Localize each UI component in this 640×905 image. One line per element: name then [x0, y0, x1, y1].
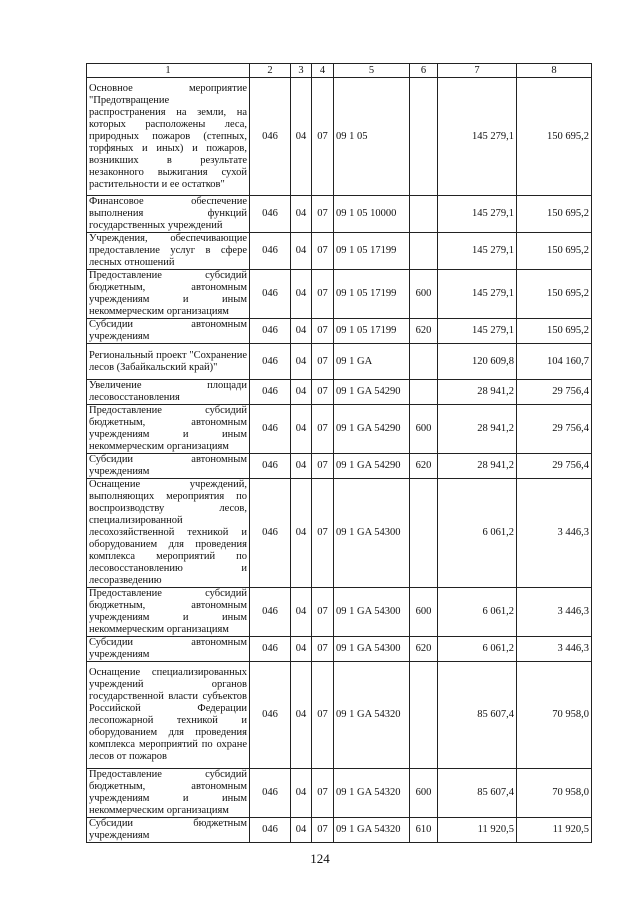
amount-year2-cell: 29 756,4	[517, 454, 592, 479]
table-row	[87, 405, 592, 454]
amount-year2-cell: 11 920,5	[517, 818, 592, 843]
admin-code-cell: 046	[250, 78, 291, 196]
target-article-cell: 09 1 05 17199	[334, 270, 410, 319]
admin-code-cell: 046	[250, 270, 291, 319]
amount-year2-cell: 104 160,7	[517, 344, 592, 380]
amount-year2-cell: 150 695,2	[517, 196, 592, 233]
subsection-cell: 07	[312, 78, 334, 196]
section-cell: 04	[291, 344, 312, 380]
target-article-cell: 09 1 GA 54300	[334, 637, 410, 662]
amount-year1-cell: 145 279,1	[438, 78, 517, 196]
target-article-cell: 09 1 GA 54290	[334, 405, 410, 454]
subsection-cell: 07	[312, 196, 334, 233]
row-name-cell: Основное мероприятие "Предотвращение распространения на земли, на которых расположены леса, природных пожаров (степных, торфяных и иных) и пожаров, возникших в результате незаконного выжигания сухой растительности и ее остатков"	[87, 78, 250, 196]
target-article-cell: 09 1 GA 54320	[334, 769, 410, 818]
subsection-cell: 07	[312, 662, 334, 769]
table-row	[87, 319, 592, 344]
amount-year1-cell: 85 607,4	[438, 662, 517, 769]
expense-type-cell	[410, 196, 438, 233]
table-row	[87, 344, 592, 380]
amount-year1-cell: 28 941,2	[438, 454, 517, 479]
expense-type-cell	[410, 662, 438, 769]
section-cell: 04	[291, 637, 312, 662]
header-row	[87, 64, 592, 78]
header-cell: 7	[438, 64, 517, 78]
admin-code-cell: 046	[250, 818, 291, 843]
row-name-cell: Увеличение площади лесовосстановления	[87, 380, 250, 405]
section-cell: 04	[291, 479, 312, 588]
subsection-cell: 07	[312, 454, 334, 479]
target-article-cell: 09 1 GA 54290	[334, 380, 410, 405]
target-article-cell: 09 1 GA 54300	[334, 479, 410, 588]
table-row	[87, 454, 592, 479]
expense-type-cell: 600	[410, 769, 438, 818]
section-cell: 04	[291, 319, 312, 344]
target-article-cell: 09 1 GA	[334, 344, 410, 380]
row-name-cell: Оснащение специализированных учреждений органов государственной власти субъектов Российской Федерации лесопожарной техникой и оборудованием для проведения комплекса мероприятий по охране лесов от пожаров	[87, 662, 250, 769]
section-cell: 04	[291, 454, 312, 479]
expense-type-cell: 600	[410, 270, 438, 319]
table-row	[87, 479, 592, 588]
admin-code-cell: 046	[250, 319, 291, 344]
expense-type-cell: 620	[410, 319, 438, 344]
amount-year2-cell: 150 695,2	[517, 319, 592, 344]
subsection-cell: 07	[312, 769, 334, 818]
amount-year1-cell: 85 607,4	[438, 769, 517, 818]
table-row	[87, 233, 592, 270]
subsection-cell: 07	[312, 319, 334, 344]
amount-year1-cell: 145 279,1	[438, 319, 517, 344]
table-row	[87, 380, 592, 405]
admin-code-cell: 046	[250, 380, 291, 405]
section-cell: 04	[291, 769, 312, 818]
section-cell: 04	[291, 233, 312, 270]
admin-code-cell: 046	[250, 662, 291, 769]
target-article-cell: 09 1 GA 54300	[334, 588, 410, 637]
row-name-cell: Финансовое обеспечение выполнения функций государственных учреждений	[87, 196, 250, 233]
section-cell: 04	[291, 818, 312, 843]
row-name-cell: Региональный проект "Сохранение лесов (Забайкальский край)"	[87, 344, 250, 380]
admin-code-cell: 046	[250, 196, 291, 233]
admin-code-cell: 046	[250, 769, 291, 818]
expense-type-cell: 610	[410, 818, 438, 843]
table-row	[87, 662, 592, 769]
subsection-cell: 07	[312, 588, 334, 637]
subsection-cell: 07	[312, 233, 334, 270]
amount-year2-cell: 3 446,3	[517, 479, 592, 588]
amount-year2-cell: 150 695,2	[517, 270, 592, 319]
amount-year1-cell: 145 279,1	[438, 196, 517, 233]
table-row	[87, 78, 592, 196]
row-name-cell: Субсидии бюджетным учреждениям	[87, 818, 250, 843]
target-article-cell: 09 1 05 10000	[334, 196, 410, 233]
expense-type-cell: 620	[410, 454, 438, 479]
section-cell: 04	[291, 78, 312, 196]
table-row	[87, 196, 592, 233]
target-article-cell: 09 1 GA 54320	[334, 662, 410, 769]
target-article-cell: 09 1 GA 54320	[334, 818, 410, 843]
amount-year1-cell: 145 279,1	[438, 270, 517, 319]
table-row	[87, 637, 592, 662]
subsection-cell: 07	[312, 380, 334, 405]
target-article-cell: 09 1 GA 54290	[334, 454, 410, 479]
table-row	[87, 818, 592, 843]
subsection-cell: 07	[312, 637, 334, 662]
subsection-cell: 07	[312, 344, 334, 380]
table-row	[87, 769, 592, 818]
admin-code-cell: 046	[250, 479, 291, 588]
amount-year2-cell: 29 756,4	[517, 380, 592, 405]
row-name-cell: Субсидии автономным учреждениям	[87, 637, 250, 662]
expense-type-cell: 600	[410, 405, 438, 454]
subsection-cell: 07	[312, 479, 334, 588]
expense-type-cell	[410, 78, 438, 196]
target-article-cell: 09 1 05	[334, 78, 410, 196]
page-number: 124	[310, 851, 330, 866]
expense-type-cell	[410, 479, 438, 588]
table-body	[87, 78, 592, 843]
expense-type-cell	[410, 380, 438, 405]
subsection-cell: 07	[312, 270, 334, 319]
row-name-cell: Предоставление субсидий бюджетным, автономным учреждениям и иным некоммерческим организациям	[87, 270, 250, 319]
subsection-cell: 07	[312, 818, 334, 843]
section-cell: 04	[291, 588, 312, 637]
section-cell: 04	[291, 662, 312, 769]
expense-type-cell: 600	[410, 588, 438, 637]
amount-year1-cell: 6 061,2	[438, 479, 517, 588]
expense-type-cell: 620	[410, 637, 438, 662]
header-cell: 5	[334, 64, 410, 78]
admin-code-cell: 046	[250, 344, 291, 380]
admin-code-cell: 046	[250, 454, 291, 479]
section-cell: 04	[291, 380, 312, 405]
amount-year1-cell: 28 941,2	[438, 380, 517, 405]
row-name-cell: Учреждения, обеспечивающие предоставление услуг в сфере лесных отношений	[87, 233, 250, 270]
header-cell: 2	[250, 64, 291, 78]
target-article-cell: 09 1 05 17199	[334, 233, 410, 270]
row-name-cell: Предоставление субсидий бюджетным, автономным учреждениям и иным некоммерческим организациям	[87, 405, 250, 454]
admin-code-cell: 046	[250, 637, 291, 662]
expense-type-cell	[410, 233, 438, 270]
amount-year2-cell: 70 958,0	[517, 769, 592, 818]
section-cell: 04	[291, 405, 312, 454]
target-article-cell: 09 1 05 17199	[334, 319, 410, 344]
table-row	[87, 588, 592, 637]
amount-year2-cell: 70 958,0	[517, 662, 592, 769]
row-name-cell: Оснащение учреждений, выполняющих мероприятия по воспроизводству лесов, специализированной лесохозяйственной техникой и оборудованием для проведения комплекса мероприятий по лесовосстановлению и лесоразведению	[87, 479, 250, 588]
amount-year1-cell: 6 061,2	[438, 637, 517, 662]
row-name-cell: Предоставление субсидий бюджетным, автономным учреждениям и иным некоммерческим организациям	[87, 769, 250, 818]
amount-year2-cell: 3 446,3	[517, 637, 592, 662]
amount-year1-cell: 28 941,2	[438, 405, 517, 454]
row-name-cell: Субсидии автономным учреждениям	[87, 319, 250, 344]
header-cell: 4	[312, 64, 334, 78]
header-cell: 1	[87, 64, 250, 78]
subsection-cell: 07	[312, 405, 334, 454]
admin-code-cell: 046	[250, 405, 291, 454]
section-cell: 04	[291, 270, 312, 319]
row-name-cell: Предоставление субсидий бюджетным, автономным учреждениям и иным некоммерческим организациям	[87, 588, 250, 637]
amount-year1-cell: 6 061,2	[438, 588, 517, 637]
section-cell: 04	[291, 196, 312, 233]
amount-year1-cell: 120 609,8	[438, 344, 517, 380]
table-row	[87, 270, 592, 319]
admin-code-cell: 046	[250, 588, 291, 637]
amount-year2-cell: 3 446,3	[517, 588, 592, 637]
admin-code-cell: 046	[250, 233, 291, 270]
amount-year1-cell: 145 279,1	[438, 233, 517, 270]
header-cell: 8	[517, 64, 592, 78]
amount-year2-cell: 150 695,2	[517, 78, 592, 196]
header-cell: 3	[291, 64, 312, 78]
amount-year1-cell: 11 920,5	[438, 818, 517, 843]
header-cell: 6	[410, 64, 438, 78]
row-name-cell: Субсидии автономным учреждениям	[87, 454, 250, 479]
expense-type-cell	[410, 344, 438, 380]
amount-year2-cell: 150 695,2	[517, 233, 592, 270]
amount-year2-cell: 29 756,4	[517, 405, 592, 454]
budget-table	[86, 63, 592, 843]
